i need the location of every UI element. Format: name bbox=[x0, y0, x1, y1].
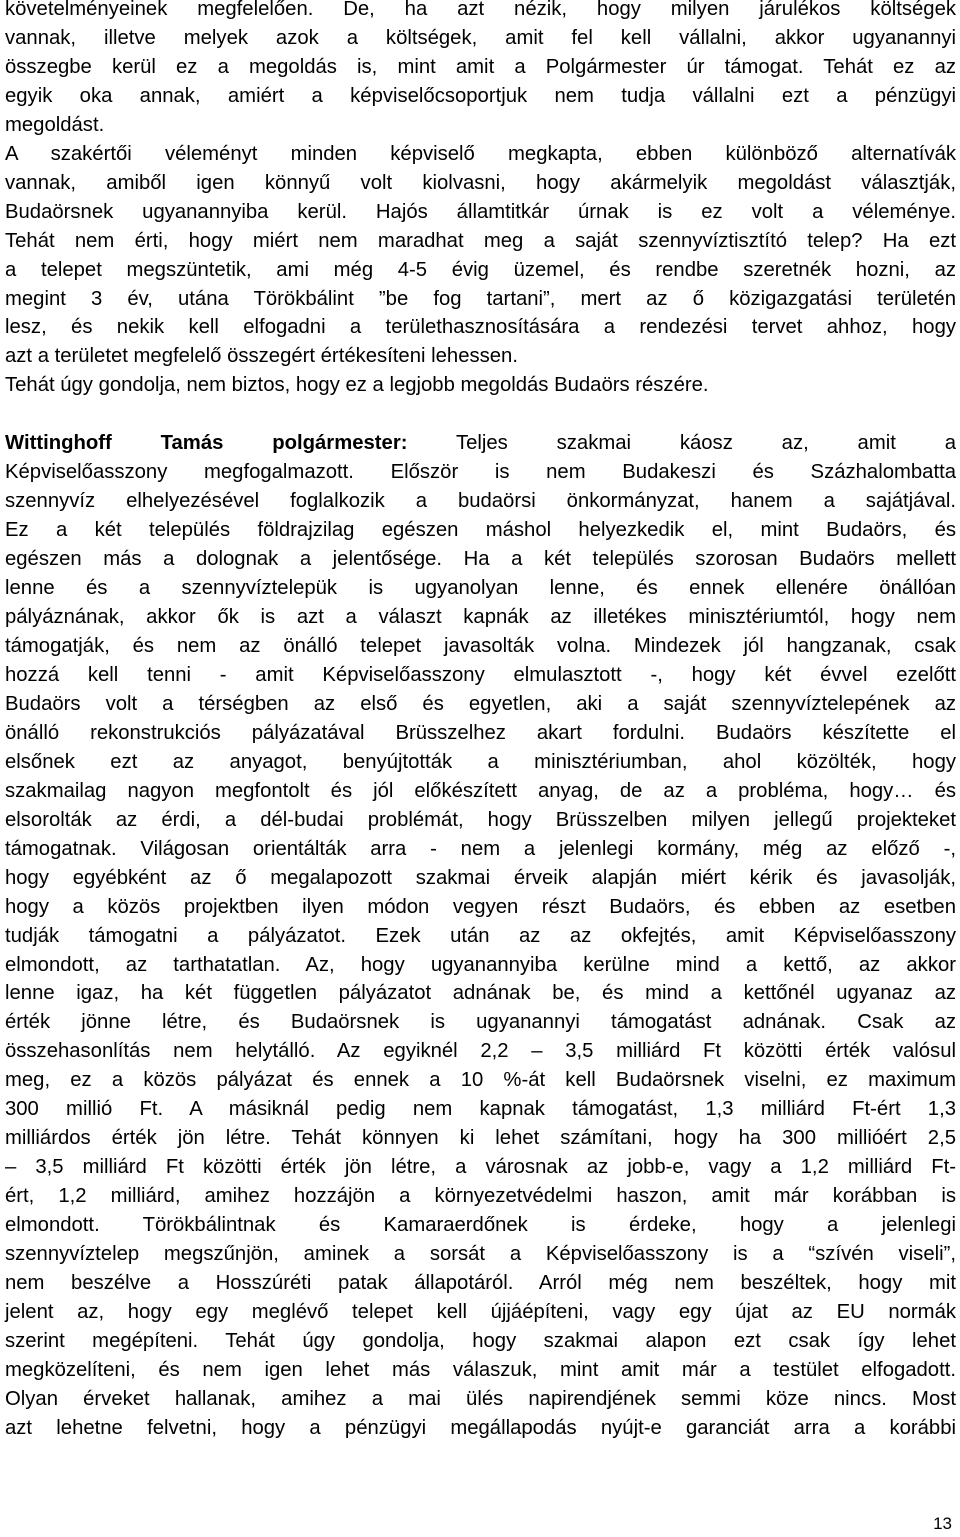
text-line: szennyvíz elhelyezésével foglalkozik a budaörsi önkormányzat, hanem a sajátjával. bbox=[5, 490, 956, 513]
paragraph-spacer bbox=[5, 400, 956, 429]
paragraph-1 bbox=[5, 0, 956, 140]
paragraph-2 bbox=[5, 140, 956, 372]
text-line: lenne igaz, ha két független pályázatot adnának be, és mind a kettőnél ugyanaz az bbox=[5, 982, 956, 1005]
text-line: ért, 1,2 milliárd, amihez hozzájön a környezetvédelmi haszon, amit már korábban is bbox=[5, 1185, 956, 1208]
text-line: azt lehetne felvetni, hogy a pénzügyi megállapodás nyújt-e garanciát arra a korábbi bbox=[5, 1416, 956, 1439]
text-line: megint 3 év, utána Törökbálint ”be fog tartani”, mert az ő közigazgatási területén bbox=[5, 287, 956, 310]
text-line: egyik oka annak, amiért a képviselőcsoportjuk nem tudja vállalni ezt a pénzügyi bbox=[5, 84, 956, 107]
text-line: követelményeinek megfelelően. De, ha azt nézik, hogy milyen járulékos költségek bbox=[5, 0, 956, 20]
page-number: 13 bbox=[933, 1514, 952, 1533]
text-line: a telepet megszüntetik, ami még 4-5 évig üzemel, és rendbe szeretnék hozni, az bbox=[5, 258, 956, 281]
text-line: elsorolták az érdi, a dél-budai problémát, hogy Brüsszelben milyen jellegű projekteket bbox=[5, 808, 956, 831]
text-line: elmondott. Törökbálintnak és Kamaraerdőnek is érdeke, hogy a jelenlegi bbox=[5, 1214, 956, 1237]
text-line: meg, ez a közös pályázat és ennek a 10 %-át kell Budaörsnek viselni, ez maximum bbox=[5, 1069, 956, 1092]
text-line: hogy a közös projektben ilyen módon vegyen részt Budaörs, és ebben az esetben bbox=[5, 895, 956, 918]
text-line: lenne és a szennyvíztelepük is ugyanolyan lenne, és ennek ellenére önállóan bbox=[5, 577, 956, 600]
paragraph-4 bbox=[5, 429, 956, 1442]
text-line: Tehát nem érti, hogy miért nem maradhat meg a saját szennyvíztisztító telep? Ha ezt bbox=[5, 229, 956, 252]
text-line: vannak, illetve melyek azok a költségek, amit fel kell vállalni, akkor ugyanannyi bbox=[5, 26, 956, 49]
text-line: vannak, amiből igen könnyű volt kiolvasni, hogy akármelyik megoldást választják, bbox=[5, 171, 956, 194]
text-line: – 3,5 milliárd Ft közötti érték jön létre, a városnak az jobb-e, vagy a 1,2 milliárd Ft- bbox=[5, 1156, 956, 1179]
text-line: Tehát úgy gondolja, nem biztos, hogy ez a legjobb megoldás Budaörs részére. bbox=[5, 374, 709, 397]
text-line: önálló rekonstrukciós pályázatával Brüsszelhez akart fordulni. Budaörs készítette el bbox=[5, 721, 956, 744]
text-line: 300 millió Ft. A másiknál pedig nem kapnak támogatást, 1,3 milliárd Ft-ért 1,3 bbox=[5, 1098, 956, 1121]
text-line: megközelíteni, és nem igen lehet más válaszuk, mint amit már a testület elfogadott. bbox=[5, 1358, 956, 1381]
document-page bbox=[5, 0, 956, 1443]
text-line: tudják támogatni a pályázatot. Ezek után az az okfejtés, amit Képviselőasszony bbox=[5, 924, 956, 947]
text-line: Olyan érveket hallanak, amihez a mai ülés napirendjének semmi köze nincs. Most bbox=[5, 1387, 956, 1410]
text-line: A szakértői véleményt minden képviselő megkapta, ebben különböző alternatívák bbox=[5, 142, 956, 165]
text-line: szennyvíztelep megszűnjön, aminek a sorsát a Képviselőasszony is a “szívén viseli”, bbox=[5, 1243, 956, 1266]
text-line: pályáznának, akkor ők is azt a választ kapnák az illetékes minisztériumtól, hogy nem bbox=[5, 606, 956, 629]
text-line: milliárdos érték jön létre. Tehát könnyen ki lehet számítani, hogy ha 300 millióért 2,5 bbox=[5, 1127, 956, 1150]
text-line: támogatják, és nem az önálló telepet javasolták volna. Mindezek jól hangzanak, csak bbox=[5, 635, 956, 658]
text-line: összegbe kerül ez a megoldás is, mint amit a Polgármester úr támogat. Tehát ez az bbox=[5, 55, 956, 78]
text-line bbox=[5, 429, 956, 458]
text-line: Budaörs volt a térségben az első és egyetlen, aki a saját szennyvíztelepének az bbox=[5, 692, 956, 715]
text-line: egészen más a dolognak a jelentősége. Ha a két település szorosan Budaörs mellett bbox=[5, 548, 956, 571]
text-line: szerint megépíteni. Tehát úgy gondolja, hogy szakmai alapon ezt csak így lehet bbox=[5, 1329, 956, 1352]
text-line: elmondott, az tarthatatlan. Az, hogy ugyanannyiba kerülne mind a kettő, az akkor bbox=[5, 953, 956, 976]
text-line: hozzá kell tenni - amit Képviselőasszony elmulasztott -, hogy két évvel ezelőtt bbox=[5, 663, 956, 686]
text-line: azt a területet megfelelő összegért értékesíteni lehessen. bbox=[5, 345, 518, 368]
text-line: összehasonlítás nem helytálló. Az egyiknél 2,2 – 3,5 milliárd Ft közötti érték valósul bbox=[5, 1040, 956, 1063]
text-line: lesz, és nekik kell elfogadni a területhasznosítására a rendezési tervet ahhoz, hogy bbox=[5, 316, 956, 339]
text-line: támogatnak. Világosan orientálták arra - nem a jelenlegi kormány, még az előző -, bbox=[5, 837, 956, 860]
speaker-text: Teljes szakmai káosz az, amit a bbox=[455, 432, 956, 455]
text-line: jelent az, hogy egy meglévő telepet kell újjáépíteni, vagy egy újat az EU normák bbox=[5, 1300, 956, 1323]
text-line: Képviselőasszony megfogalmazott. Először is nem Budakeszi és Százhalombatta bbox=[5, 461, 956, 484]
text-line: megoldást. bbox=[5, 113, 105, 136]
text-line: Ez a két település földrajzilag egészen máshol helyezkedik el, mint Budaörs, és bbox=[5, 519, 956, 542]
text-line: hogy egyébként az ő megalapozott szakmai érveik alapján miért kérik és javasolják, bbox=[5, 866, 956, 889]
text-line: elsőnek ezt az anyagot, benyújtották a minisztériumban, ahol közölték, hogy bbox=[5, 750, 956, 773]
paragraph-3 bbox=[5, 371, 956, 400]
speaker-name: Wittinghoff Tamás polgármester: bbox=[5, 432, 408, 455]
text-line: nem beszélve a Hosszúréti patak állapotáról. Arról még nem beszéltek, hogy mit bbox=[5, 1271, 956, 1294]
text-line: szakmailag nagyon megfontolt és jól előkészített anyag, de az a probléma, hogy… és bbox=[5, 779, 956, 802]
text-line: érték jönne létre, és Budaörsnek is ugyanannyi támogatást adnának. Csak az bbox=[5, 1011, 956, 1034]
text-line: Budaörsnek ugyanannyiba kerül. Hajós államtitkár úrnak is ez volt a véleménye. bbox=[5, 200, 956, 223]
